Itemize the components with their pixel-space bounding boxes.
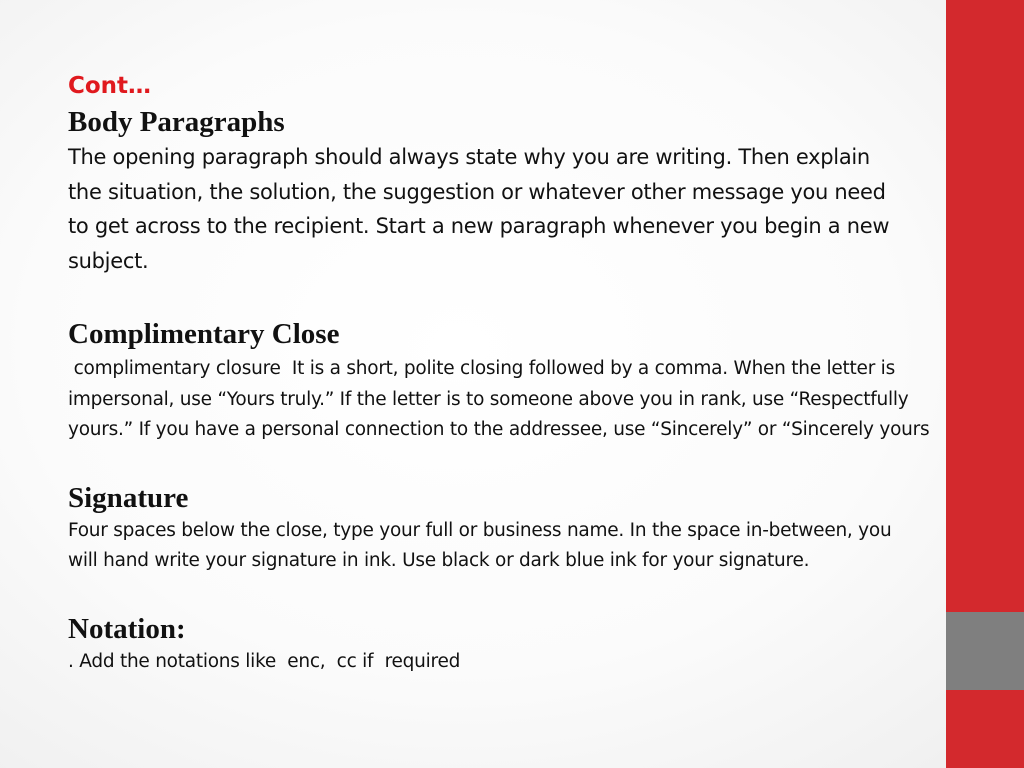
slide-content: [68, 68, 938, 677]
side-bar-gray-block: [946, 612, 1024, 690]
section-notation: [68, 611, 938, 678]
cont-label: Cont…: [68, 73, 152, 99]
section-complimentary-close: [68, 316, 938, 446]
spacer: [68, 446, 938, 480]
section-heading: Signature: [68, 481, 189, 514]
side-bar-red-top: [946, 0, 1024, 612]
section-text: . Add the notations like enc, cc if required: [68, 650, 461, 672]
section-body-paragraphs: [68, 104, 938, 278]
section-heading: Complimentary Close: [68, 318, 340, 350]
section-text: Four spaces below the close, type your full or business name. In the space in-between, you will hand write your signature in ink. Use black or dark blue ink for your signature.: [68, 519, 892, 571]
section-text: complimentary closure It is a short, polite closing followed by a comma. When the letter is impersonal, use “Yours truly.” If the letter is to someone above you in rank, use “Respectfully yours.” If you have a personal connection to the addressee, use “Sincerely” or “Sincerely yours: [68, 358, 930, 440]
spacer: [68, 577, 938, 611]
side-bar-red-bottom: [946, 690, 1024, 768]
section-heading: Body Paragraphs: [68, 106, 285, 138]
section-text: The opening paragraph should always state why you are writing. Then explain the situation, the solution, the suggestion or whatever other message you need to get across to the recipient. Start a new paragraph whenever you begin a new subject.: [68, 145, 890, 273]
section-heading: Notation:: [68, 612, 186, 645]
section-signature: [68, 480, 938, 577]
spacer: [68, 278, 938, 316]
decorative-side-bar: [946, 0, 1024, 768]
